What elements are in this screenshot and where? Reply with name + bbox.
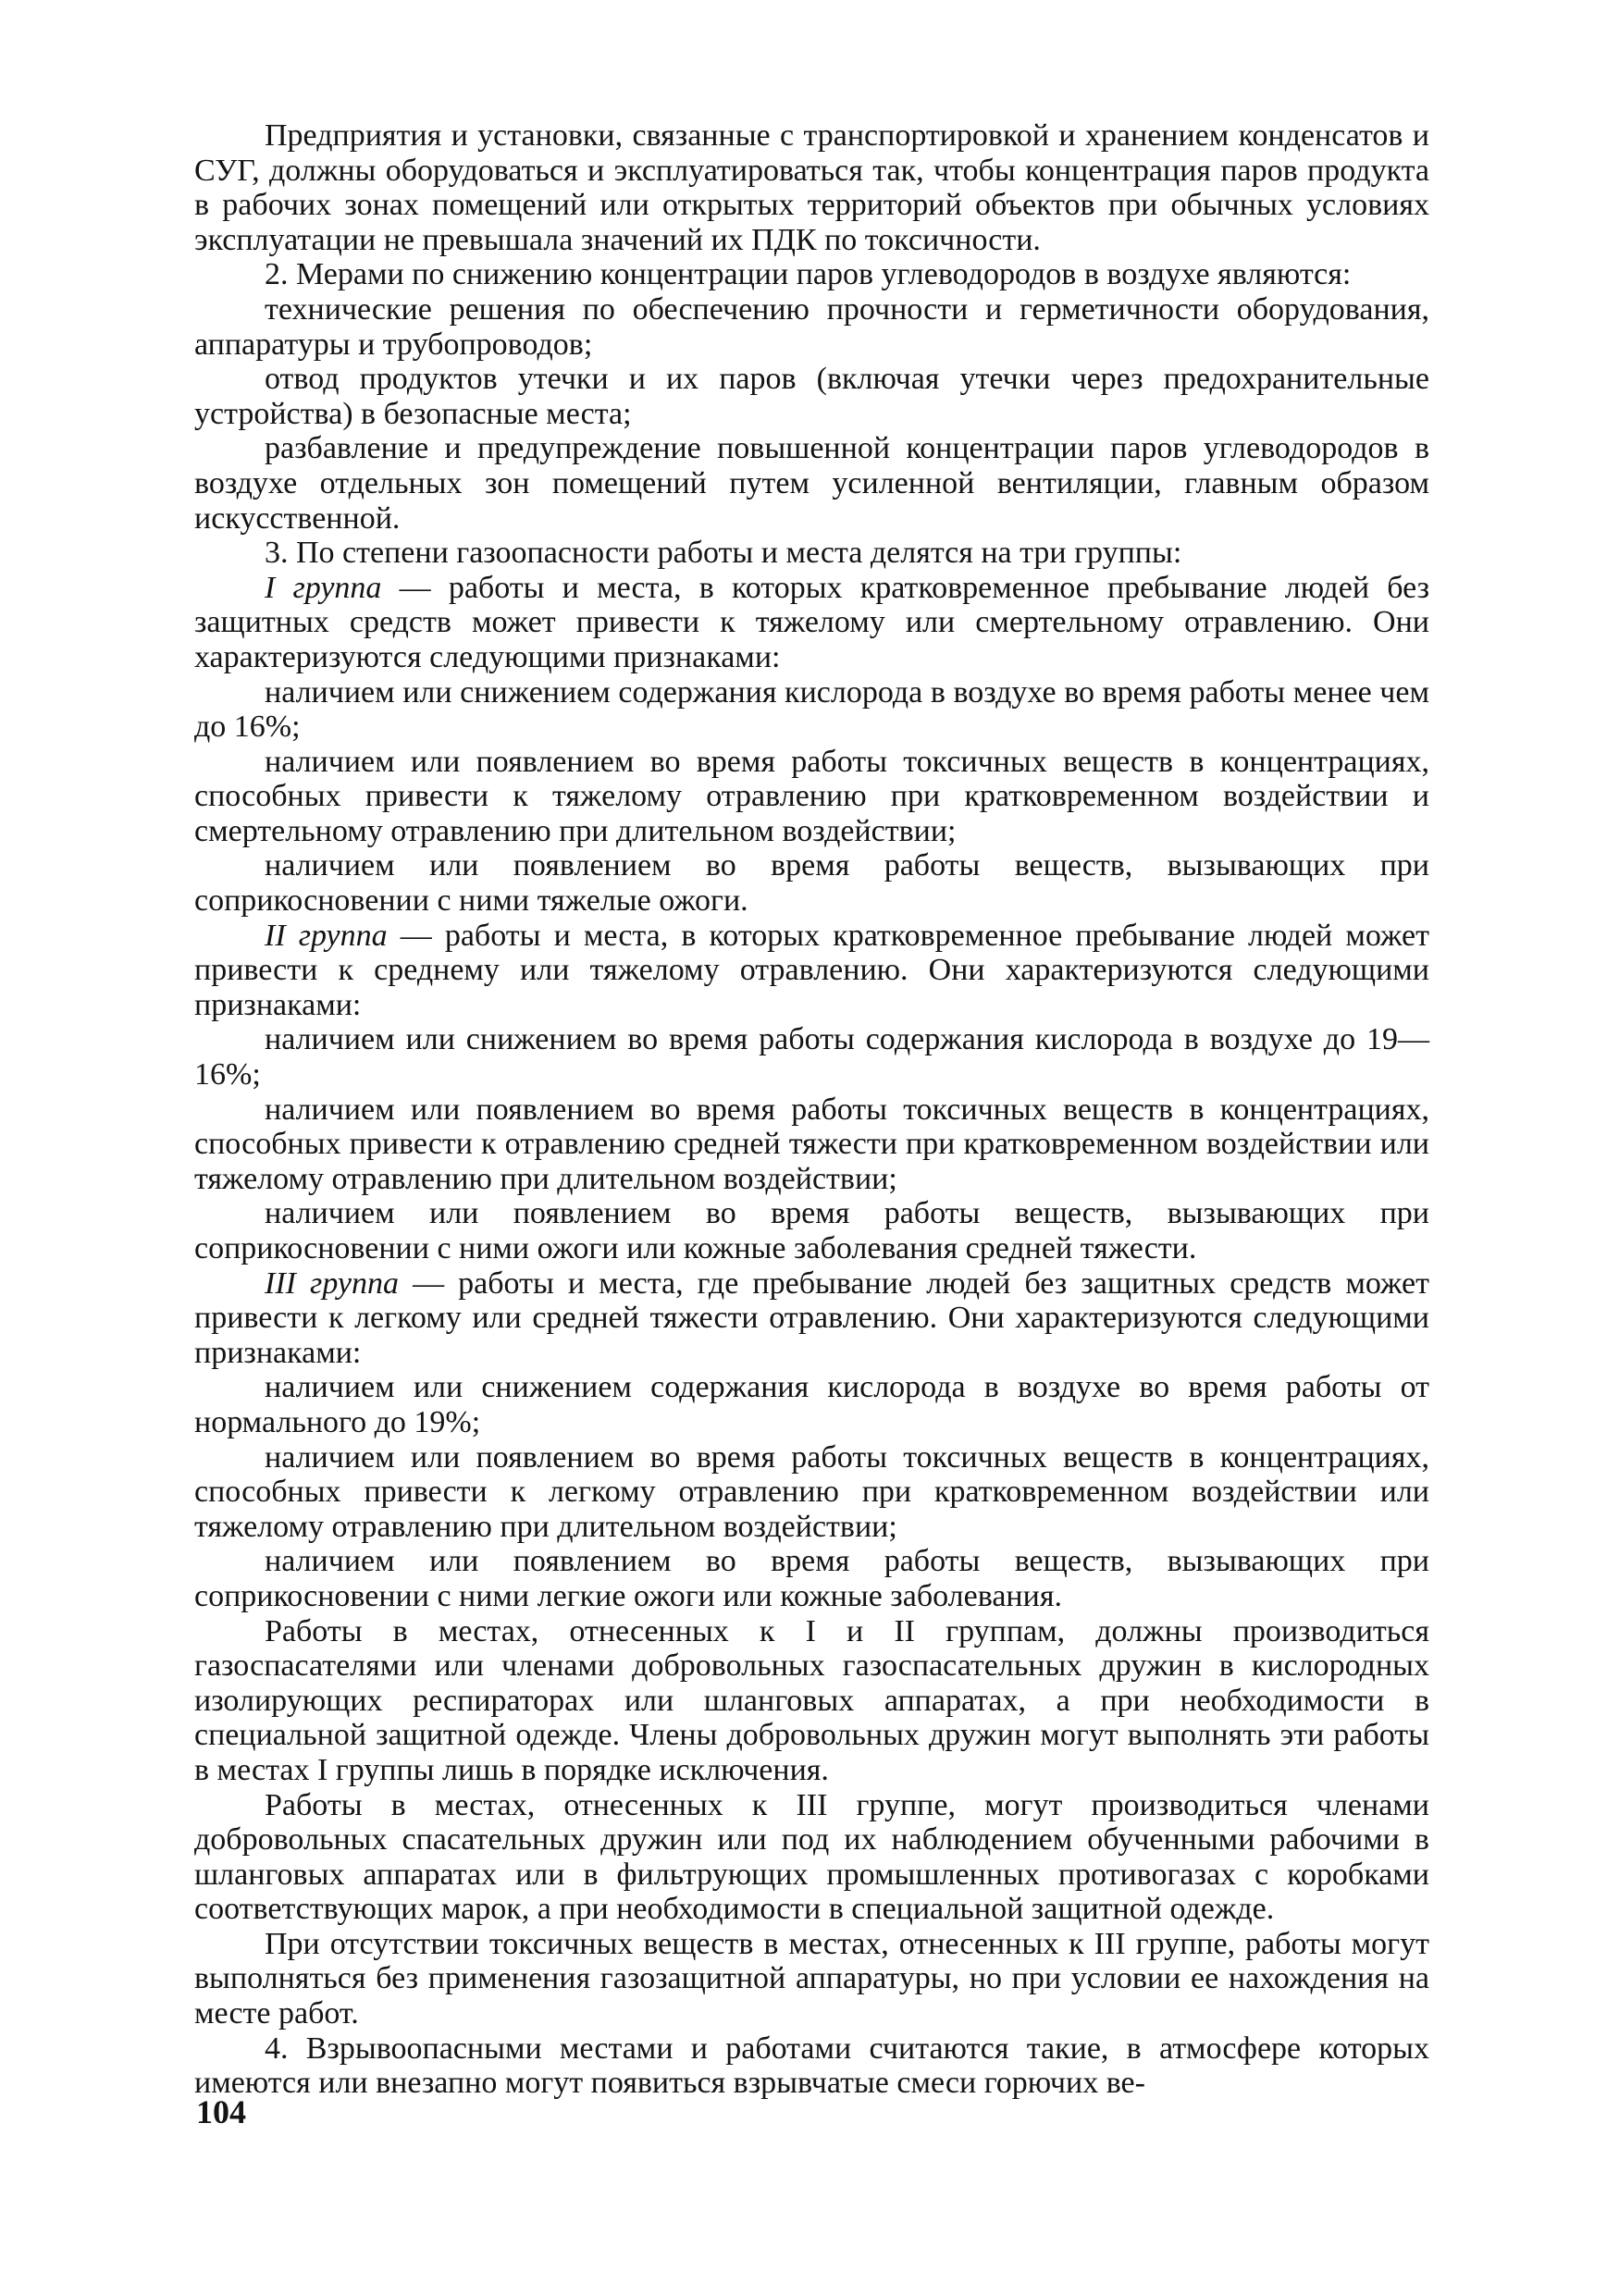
page-body [194,118,1429,2101]
group-label: III группа [265,1265,399,1301]
paragraph: 4. Взрывоопасными местами и работами считаются такие, в атмосфере которых имеются или внезапно могут появиться взрывчатые смеси горючих ве- [194,2031,1429,2101]
paragraph: 3. По степени газоопасности работы и места делятся на три группы: [265,536,1182,571]
paragraph: наличием или снижением содержания кислорода в воздухе во время работы от нормального до 19%; [194,1370,1429,1439]
paragraph: наличием или появлением во время работы веществ, вызывающих при соприкосновении с ними тяжелые ожоги. [194,848,1429,919]
paragraph: разбавление и предупреждение повышенной концентрации паров углеводородов в воздухе отдельных зон помещений путем усиленной вентиляции, главным образом искусственной. [194,431,1429,536]
paragraph: наличием или появлением во время работы токсичных веществ в концентрациях, способных привести к отравлению средней тяжести при кратковременном воздействии или тяжелому отравлению при длительном воздействии; [194,1092,1429,1196]
paragraph: наличием или появлением во время работы токсичных веществ в концентрациях, способных привести к тяжелому отравлению при кратковременном воздействии и смертельному отравлению при длительном воздействии; [194,744,1429,848]
paragraph: Работы в местах, отнесенных к I и II группам, должны производиться газоспасателями или членами добровольных газоспасательных дружин в кислородных изолирующих респираторах или шланговых аппаратах, а при необходимости в специальной защитной одежде. Члены добровольных дружин могут выполнять эти работы в местах I группы лишь в порядке исключения. [194,1613,1429,1787]
paragraph-text: — работы и места, в которых кратковременное пребывание людей может привести к среднему или тяжелому отравлению. Они характеризуются следующими признаками: [194,918,1429,1022]
paragraph: технические решения по обеспечению прочности и герметичности оборудования, аппаратуры и трубопроводов; [194,291,1429,362]
paragraph: наличием или снижением содержания кислорода в воздухе во время работы менее чем до 16%; [194,674,1429,745]
paragraph [194,571,1429,675]
paragraph: Предприятия и установки, связанные с транспортировкой и хранением конденсатов и СУГ, должны оборудоваться и эксплуатироваться так, чтобы концентрация паров продукта в рабочих зонах помещений или открытых территорий объектов при обычных условиях эксплуатации не превышала значений их ПДК по токсичности. [194,118,1429,257]
paragraph-text: — работы и места, в которых кратковременное пребывание людей без защитных средств может привести к тяжелому или смертельному отравлению. Они характеризуются следующими признаками: [194,570,1429,674]
paragraph: наличием или появлением во время работы веществ, вызывающих при соприкосновении с ними ожоги или кожные заболевания средней тяжести. [194,1196,1429,1265]
paragraph: 2. Мерами по снижению концентрации паров углеводородов в воздухе являются: [265,257,1352,292]
group-label: II группа [265,918,388,953]
paragraph [194,1266,1429,1371]
paragraph: Работы в местах, отнесенных к III группе, могут производиться членами добровольных спасательных дружин или под их наблюдением обученными рабочими в шланговых аппаратах или в фильтрующих промышленных противогазах с коробками соответствующих марок, а при необходимости в специальной защитной одежде. [194,1787,1429,1927]
paragraph: наличием или появлением во время работы веществ, вызывающих при соприкосновении с ними легкие ожоги или кожные заболевания. [194,1544,1429,1613]
paragraph: При отсутствии токсичных веществ в местах, отнесенных к III группе, работы могут выполняться без применения газозащитной аппаратуры, но при условии ее нахождения на месте работ. [194,1926,1429,2031]
paragraph: наличием или появлением во время работы токсичных веществ в концентрациях, способных привести к легкому отравлению при кратковременном воздействии или тяжелому отравлению при длительном воздействии; [194,1439,1429,1544]
paragraph: наличием или снижением во время работы содержания кислорода в воздухе до 19—16%; [194,1022,1429,1092]
paragraph [194,919,1429,1023]
paragraph-text: — работы и места, где пребывание людей без защитных средств может привести к легкому или средней тяжести отравлению. Они характеризуются следующими признаками: [194,1265,1429,1370]
page-number: 104 [196,2093,246,2130]
paragraph: отвод продуктов утечки и их паров (включая утечки через предохранительные устройства) в безопасные места; [194,362,1429,431]
group-label: I группа [265,570,382,605]
